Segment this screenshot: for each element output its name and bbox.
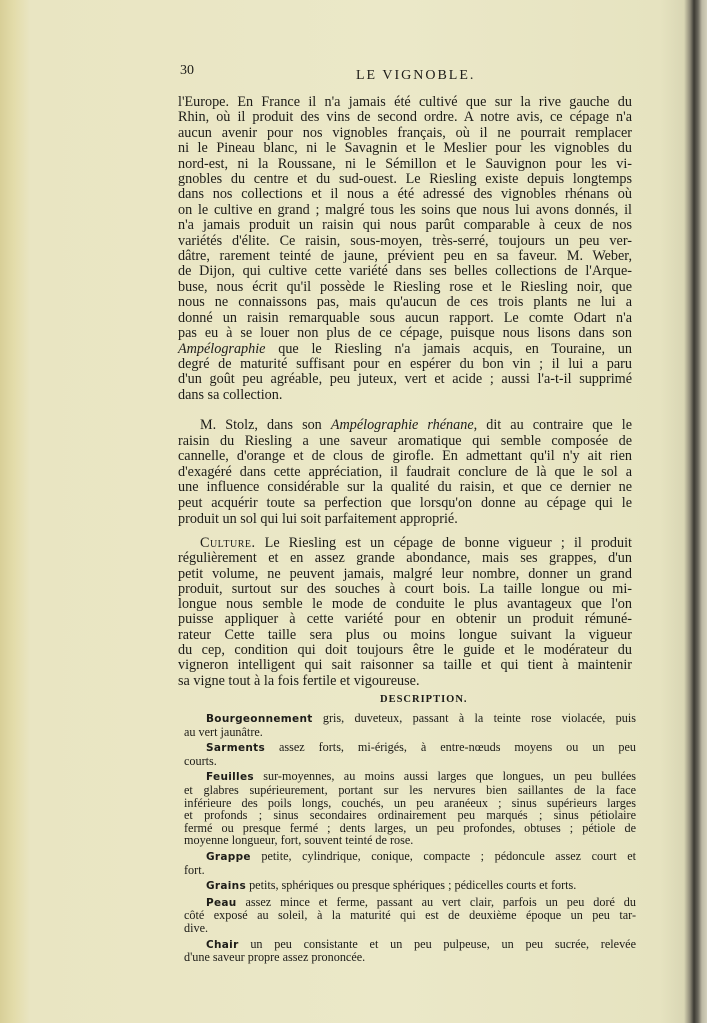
text-line: ni le Pineau blanc, ni le Savagnin et le Meslier pour les vignobles du xyxy=(178,140,632,157)
text-line: donné un raisin remarquable sous aucun rapport. Le comte Odart n'a xyxy=(178,309,632,326)
book-title-italic: Ampélographie rhénane xyxy=(330,417,474,433)
text-line xyxy=(178,418,632,434)
text-segment: assez forts, mi-érigés, à entre-nœuds moyens ou un peu xyxy=(265,740,636,755)
text-line: d'une saveur propre assez prononcée. xyxy=(184,950,366,965)
description-entry xyxy=(184,896,636,935)
text-line xyxy=(184,850,636,864)
text-line: raisin du Riesling a une saveur aromatique qui semble composée de xyxy=(178,432,632,449)
description-term: Peau xyxy=(206,896,237,909)
text-line xyxy=(178,342,632,357)
description-entry xyxy=(184,712,636,738)
text-segment: petite, cylindrique, conique, compacte ; pédoncule assez court et xyxy=(250,848,636,863)
section-label-culture: Culture. xyxy=(200,535,256,551)
text-segment: gris, duveteux, passant à la teinte rose violacée, puis xyxy=(312,711,636,725)
text-segment: assez mince et ferme, passant au vert clair, parfois un peu doré du xyxy=(236,894,636,909)
text-line: moyenne longueur, fort, souvent teinté de rose. xyxy=(184,833,414,848)
description-entry xyxy=(184,741,636,767)
text-line: sa vigne tout à la fois fertile et vigoureuse. xyxy=(178,672,420,689)
text-line xyxy=(178,536,632,551)
text-line: courts. xyxy=(184,753,217,768)
text-line: produit un sol qui lui soit parfaitement approprié. xyxy=(178,510,458,527)
text-line: aucun avenir pour nos vignobles français, où il ne pourrait remplacer xyxy=(178,124,632,141)
text-segment: , dit au contraire que le xyxy=(473,417,632,433)
text-line: rateur Cette taille sera plus ou moins longue suivant la vigueur xyxy=(178,626,632,643)
text-segment: petits, sphériques ou presque sphériques ; pédicelles courts et forts. xyxy=(246,878,577,893)
description-entry xyxy=(184,879,636,893)
text-line: côté exposé au soleil, à la maturité qui est de deuxième époque un peu tar- xyxy=(184,908,636,923)
text-line: et glabres supérieurement, portant sur les nervures bien saillantes de la face xyxy=(184,782,636,797)
description-term: Sarments xyxy=(206,742,266,755)
text-line: d'exagéré dans cette appréciation, il faudrait conclure de là que le sol a xyxy=(178,463,632,480)
text-line xyxy=(184,879,636,893)
text-line: au vert jaunâtre. xyxy=(184,724,263,739)
text-line: puisse appliquer à cette variété pour en obtenir un produit rémuné- xyxy=(178,611,632,628)
text-line: dive. xyxy=(184,920,209,935)
description-entry xyxy=(184,938,636,964)
description-heading: DESCRIPTION. xyxy=(380,694,468,705)
text-line: nord-est, ni la Roussane, ni le Sémillon et le Sauvignon pour les vi- xyxy=(178,155,632,172)
text-line: Rhin, où il produit des vins de second ordre. A notre avis, ce cépage n'a xyxy=(178,109,632,126)
text-line: l'Europe. En France il n'a jamais été cultivé que sur la rive gauche du xyxy=(178,94,632,110)
text-line: vigneron intelligent qui sait raisonner sa taille et qui tient à maintenir xyxy=(178,657,632,674)
text-line: fermé ou presque fermé ; dents larges, un peu profondes, obtuses ; pétiole de xyxy=(184,820,636,835)
text-line xyxy=(184,938,636,952)
text-line: inférieure des poils longs, couchés, un peu aranéeux ; sinus supérieurs larges xyxy=(184,795,636,810)
paragraph-riesling-europe xyxy=(178,95,632,403)
text-line: petit volume, ne peuvent jamais, malgré leur nombre, donner un grand xyxy=(178,565,632,582)
paragraph-stolz xyxy=(178,418,632,527)
text-line: degré de maturité suffisant pour en espérer du bon vin ; il lui a paru xyxy=(178,355,632,372)
text-line: régulièrement et en assez grande abondance, mais ses grappes, d'un xyxy=(178,550,632,567)
text-line: de Dijon, qui cultive cette variété dans ses belles collections de l'Arque- xyxy=(178,263,632,280)
running-title: LE VIGNOBLE. xyxy=(356,68,476,83)
text-line: dâtre, rarement teinté de jaune, prévient peu en sa faveur. M. Weber, xyxy=(178,248,632,265)
text-line xyxy=(184,896,636,910)
text-segment: M. Stolz, dans son xyxy=(200,417,331,433)
text-line: peut acquérir toute sa perfection que lorsqu'on donne au cépage qui le xyxy=(178,494,632,511)
text-line: cannelle, d'orange et de clous de girofle. En admettant qu'il n'y ait rien xyxy=(178,448,632,465)
text-line: produit, surtout sur des souches à court bois. La taille longue ou mi- xyxy=(178,580,632,597)
description-entry xyxy=(184,770,636,847)
description-list xyxy=(184,712,636,967)
text-segment: Le Riesling est un cépage de bonne vigueur ; il produit xyxy=(255,535,632,551)
text-line xyxy=(184,741,636,755)
text-line: fort. xyxy=(184,862,205,877)
description-term: Grappe xyxy=(206,850,251,863)
page-number: 30 xyxy=(180,63,194,78)
text-line: longue nous semble le mode de conduite le plus avantageux que l'on xyxy=(178,596,632,613)
text-segment: que le Riesling n'a jamais acquis, en Touraine, un xyxy=(265,340,632,357)
text-line: du cep, condition qui doit toujours être le guide et le modérateur du xyxy=(178,642,632,659)
text-line: dans sa collection. xyxy=(178,386,283,403)
book-title-italic: Ampélographie xyxy=(178,340,266,357)
description-entry xyxy=(184,850,636,876)
text-line: dans nos collections et il nous a été adressé des vignobles rhénans où xyxy=(178,186,632,203)
description-term: Grains xyxy=(206,880,247,893)
text-line: nous ne connaissons pas, mais qu'aucun de ces trois plants ne lui a xyxy=(178,294,632,311)
text-line xyxy=(184,712,636,726)
text-line: buse, nous écrit qu'il possède le Riesling rose et le Riesling noir, que xyxy=(178,278,632,295)
description-term: Feuilles xyxy=(206,771,254,784)
paragraph-culture xyxy=(178,536,632,689)
text-line: gnobles du centre et du sud-ouest. Le Riesling existe depuis longtemps xyxy=(178,171,632,188)
text-segment: un peu consistante et un peu pulpeuse, un peu sucrée, relevée xyxy=(238,936,636,951)
text-line: et profonds ; sinus secondaires ordinairement peu marqués ; sinus pétiolaire xyxy=(184,808,636,823)
text-segment: sur-moyennes, au moins aussi larges que longues, un peu bullées xyxy=(253,769,636,784)
text-line xyxy=(184,770,636,784)
text-line: pas eu à se louer non plus de ce cépage, puisque nous lisons dans son xyxy=(178,325,632,342)
description-term: Chair xyxy=(206,938,239,951)
text-line: variétés d'élite. Ce raisin, sous-moyen, très-serré, toujours un peu ver- xyxy=(178,232,632,249)
text-line: d'un goût peu agréable, peu juteux, vert et acide ; aussi l'a-t-il supprimé xyxy=(178,371,632,388)
text-line: on le cultive en grand ; malgré tous les soins que nous lui avons donnés, il xyxy=(178,201,632,218)
description-term: Bourgeonnement xyxy=(206,713,313,725)
text-line: n'a jamais produit un raisin qui nous parût comparable à ceux de nos xyxy=(178,217,632,234)
text-line: une influence considérable sur la qualité du raisin, et que ce dernier ne xyxy=(178,479,632,496)
